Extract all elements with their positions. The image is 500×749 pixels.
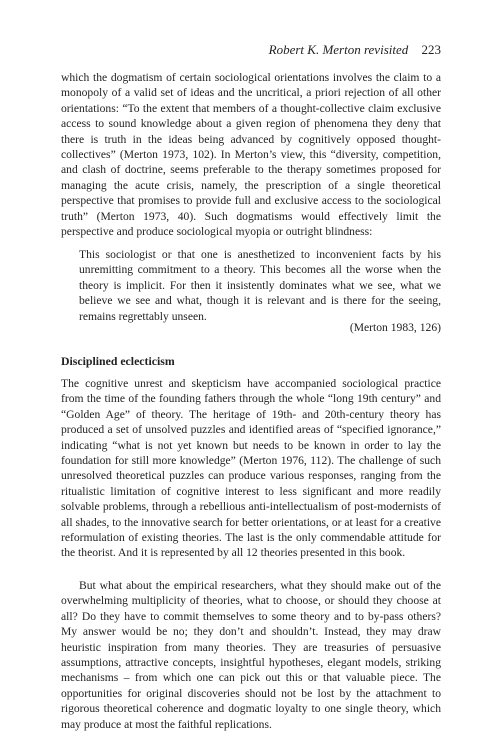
body-paragraph-3: But what about the empirical researchers, what they should make out of the overwhelming multiplicity of theories, what to choose, or should they choose at all? Do they have to commit themselves to some theory and to by-pass others? My answer would be no; they don’t and shouldn’t. Instead, they may draw heuristic inspiration from many theories. They are treasuries of persuasive assumptions, attractive concepts, insightful hypotheses, elegant models, striking mechanisms – from which one can pick out this or that valuable piece. The opportunities for original discoveries should not be lost by the attachment to rigorous theoretical coherence and dogmatic loyalty to one single theory, which may produce at most the faithful replications. <box>61 579 441 731</box>
page-number: 223 <box>421 42 441 57</box>
body-paragraph-1: which the dogmatism of certain sociological orientations involves the claim to a monopoly of a valid set of ideas and the uncritical, a priori rejection of all other orientations: “To the extent that members of a thought-collective claim exclusive access to sound knowledge about a given region of phenomena they deny that there is truth in the ideas being advanced by cognitively opposed thought-collectives” (Merton 1973, 102). In Merton’s view, this “diversity, competition, and clash of doctrine, seems preferable to the therapy sometimes proposed for managing the acute crisis, namely, the prescription of a single theoretical perspective that promises to provide full and exclusive access to the sociological truth” (Merton 1973, 40). Such dogmatisms would effectively limit the perspective and produce sociological myopia or outright blindness: <box>61 71 441 239</box>
block-quote: This sociologist or that one is anesthetized to inconvenient facts by his unremitting commitment to a theory. This becomes all the worse when the theory is implicit. For then it insistently dominates what we see, what we believe we see and what, though it is relevant and is there for the seeing, remains regrettably unseen. <box>79 248 441 323</box>
section-heading: Disciplined eclecticism <box>61 354 175 368</box>
block-quote-citation: (Merton 1983, 126) <box>349 321 441 334</box>
running-head <box>269 42 441 58</box>
running-head-title: Robert K. Merton revisited <box>268 42 409 57</box>
body-paragraph-2: The cognitive unrest and skepticism have accompanied sociological practice from the time of the founding fathers through the whole “long 19th century” and “Golden Age” of theory. The heritage of 19th- and 20th-century theory has produced a set of unsolved puzzles and identified areas of “specified ignorance,” indicating “what is not yet known but needs to be known in order to lay the foundation for still more knowledge” (Merton 1976, 112). The challenge of such unresolved theoretical puzzles can produce various responses, ranging from the ritualistic limitation of cognitive interest to less significant and more readily solvable problems, through a rebellious anti-intellectualism of post-modernists of all shades, to the innovative search for better orientations, or at least for a creative reformulation of existing theories. The last is the only commendable attitude for the theorist. And it is represented by all 12 theories presented in this book. <box>61 377 441 560</box>
